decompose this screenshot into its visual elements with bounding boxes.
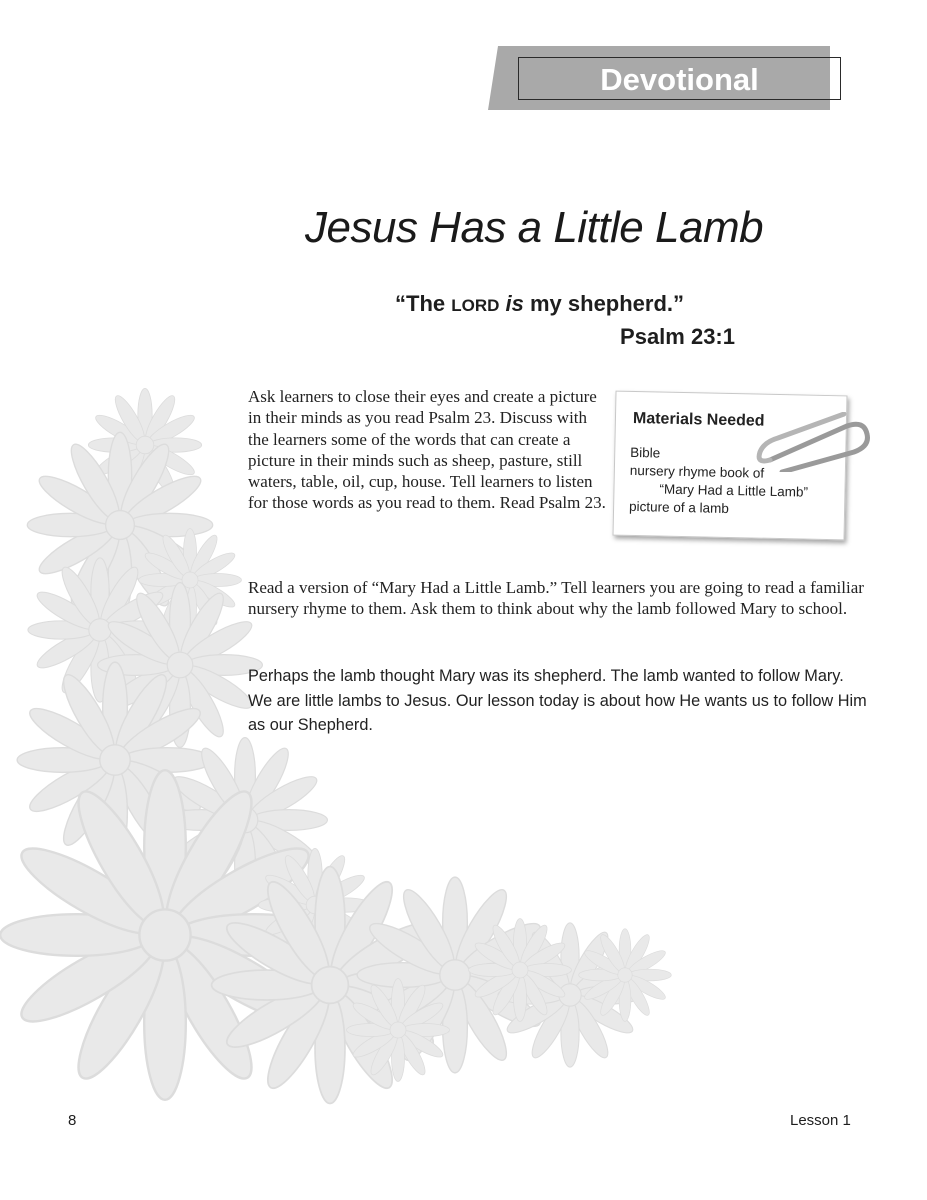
materials-item: nursery rhyme book of bbox=[629, 462, 765, 481]
lesson-label: Lesson 1 bbox=[790, 1112, 851, 1129]
verse-open: “The bbox=[395, 291, 452, 316]
materials-heading: Materials Needed bbox=[632, 409, 765, 430]
section-label: Devotional bbox=[518, 57, 841, 100]
paragraph-nursery-rhyme: Read a version of “Mary Had a Little Lamb.” Tell learners you are going to read a familiar nursery rhyme to them. Ask them to think about why the lamb followed Mary to school. bbox=[248, 578, 864, 619]
verse-rest: my shepherd.” bbox=[523, 291, 685, 316]
paragraph-intro: Ask learners to close their eyes and create a picture in their minds as you read Psalm 23. Discuss with the learners some of the words that can create a picture in their minds such as sheep, pasture, still waters, table, oil, cup, house. Tell learners to listen for those words as you read to them. Read Psalm 23. bbox=[248, 387, 606, 513]
materials-item: picture of a lamb bbox=[628, 498, 730, 516]
page-number: 8 bbox=[68, 1112, 77, 1129]
verse-lord: LORD bbox=[451, 296, 500, 315]
paperclip-icon bbox=[752, 412, 872, 472]
materials-item: Bible bbox=[630, 444, 661, 461]
memory-verse bbox=[395, 288, 755, 352]
verse-text bbox=[395, 288, 755, 321]
verse-is: is bbox=[499, 291, 524, 316]
paragraph-lesson: Perhaps the lamb thought Mary was its shepherd. The lamb wanted to follow Mary. We are little lambs to Jesus. Our lesson today is about how He wants us to follow Him as our Shepherd. bbox=[248, 667, 867, 734]
materials-item: “Mary Had a Little Lamb” bbox=[659, 481, 809, 500]
verse-reference: Psalm 23:1 bbox=[620, 324, 735, 349]
page-title: Jesus Has a Little Lamb bbox=[305, 203, 764, 252]
